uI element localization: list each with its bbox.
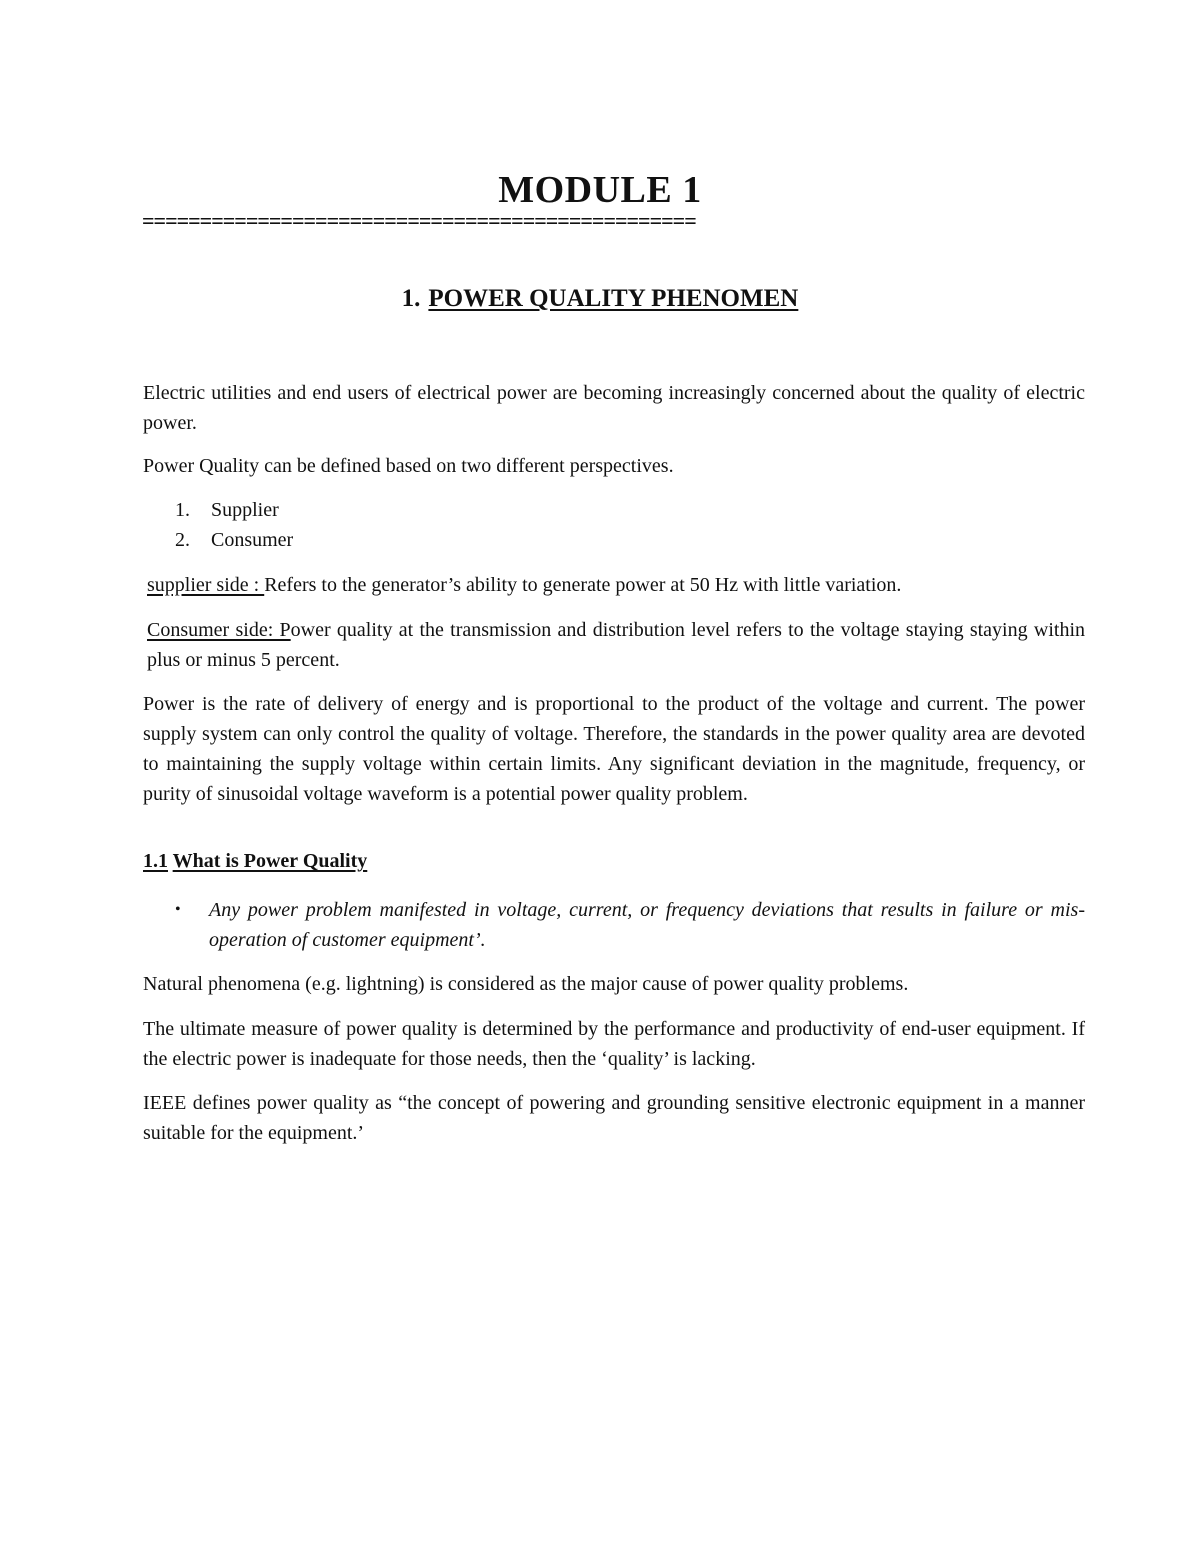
bullet-text: Any power problem manifested in voltage, current, or frequency deviations that results in failure or mis-operation of customer equipment’. xyxy=(209,899,1085,951)
subsection-number: 1.1 xyxy=(143,850,168,872)
supplier-side-label: supplier side : xyxy=(147,574,265,596)
section-title: POWER QUALITY PHENOMEN xyxy=(428,285,799,312)
section-number: 1. xyxy=(401,285,421,312)
section-heading xyxy=(0,285,1200,313)
list-marker: 1. xyxy=(175,499,190,521)
subsection-heading xyxy=(143,850,367,873)
supplier-side-text: Refers to the generator’s ability to generate power at 50 Hz with little variation. xyxy=(264,574,902,596)
supplier-side-paragraph xyxy=(147,570,1089,600)
list-item-label: Supplier xyxy=(211,499,279,521)
separator-rule: ================================================ xyxy=(142,208,696,233)
subsection-title: What is Power Quality xyxy=(172,850,368,872)
power-paragraph: Power is the rate of delivery of energy and is proportional to the product of the voltage and current. The power supply system can only control the quality of voltage. Therefore, the standards in the power quality area are devoted to maintaining the supply voltage within certain limits. Any significant deviation in the magnitude, frequency, or purity of sinusoidal voltage waveform is a potential power quality problem. xyxy=(143,693,1085,805)
list-item-label: Consumer xyxy=(211,529,294,551)
bullet-icon: • xyxy=(175,901,181,918)
module-title: MODULE 1 xyxy=(498,169,702,211)
intro-paragraph: Electric utilities and end users of electrical power are becoming increasingly concerned about the quality of electric power. xyxy=(143,382,1085,434)
ieee-definition-paragraph: IEEE defines power quality as “the concept of powering and grounding sensitive electronic equipment in a manner suitable for the equipment.’ xyxy=(143,1092,1085,1144)
consumer-side-label: Consumer side: P xyxy=(147,619,291,641)
perspectives-list xyxy=(175,495,293,555)
consumer-side-paragraph xyxy=(147,615,1085,675)
list-item xyxy=(175,525,293,555)
list-marker: 2. xyxy=(175,529,190,551)
consumer-side-text: ower quality at the transmission and distribution level refers to the voltage staying staying within plus or minus 5 percent. xyxy=(147,619,1085,671)
ultimate-measure-paragraph: The ultimate measure of power quality is determined by the performance and productivity of end-user equipment. If the electric power is inadequate for those needs, then the ‘quality’ is lacking. xyxy=(143,1018,1085,1070)
perspectives-paragraph: Power Quality can be defined based on two different perspectives. xyxy=(143,455,674,477)
natural-phenomena-paragraph: Natural phenomena (e.g. lightning) is considered as the major cause of power quality problems. xyxy=(143,973,909,995)
list-item xyxy=(175,495,293,525)
